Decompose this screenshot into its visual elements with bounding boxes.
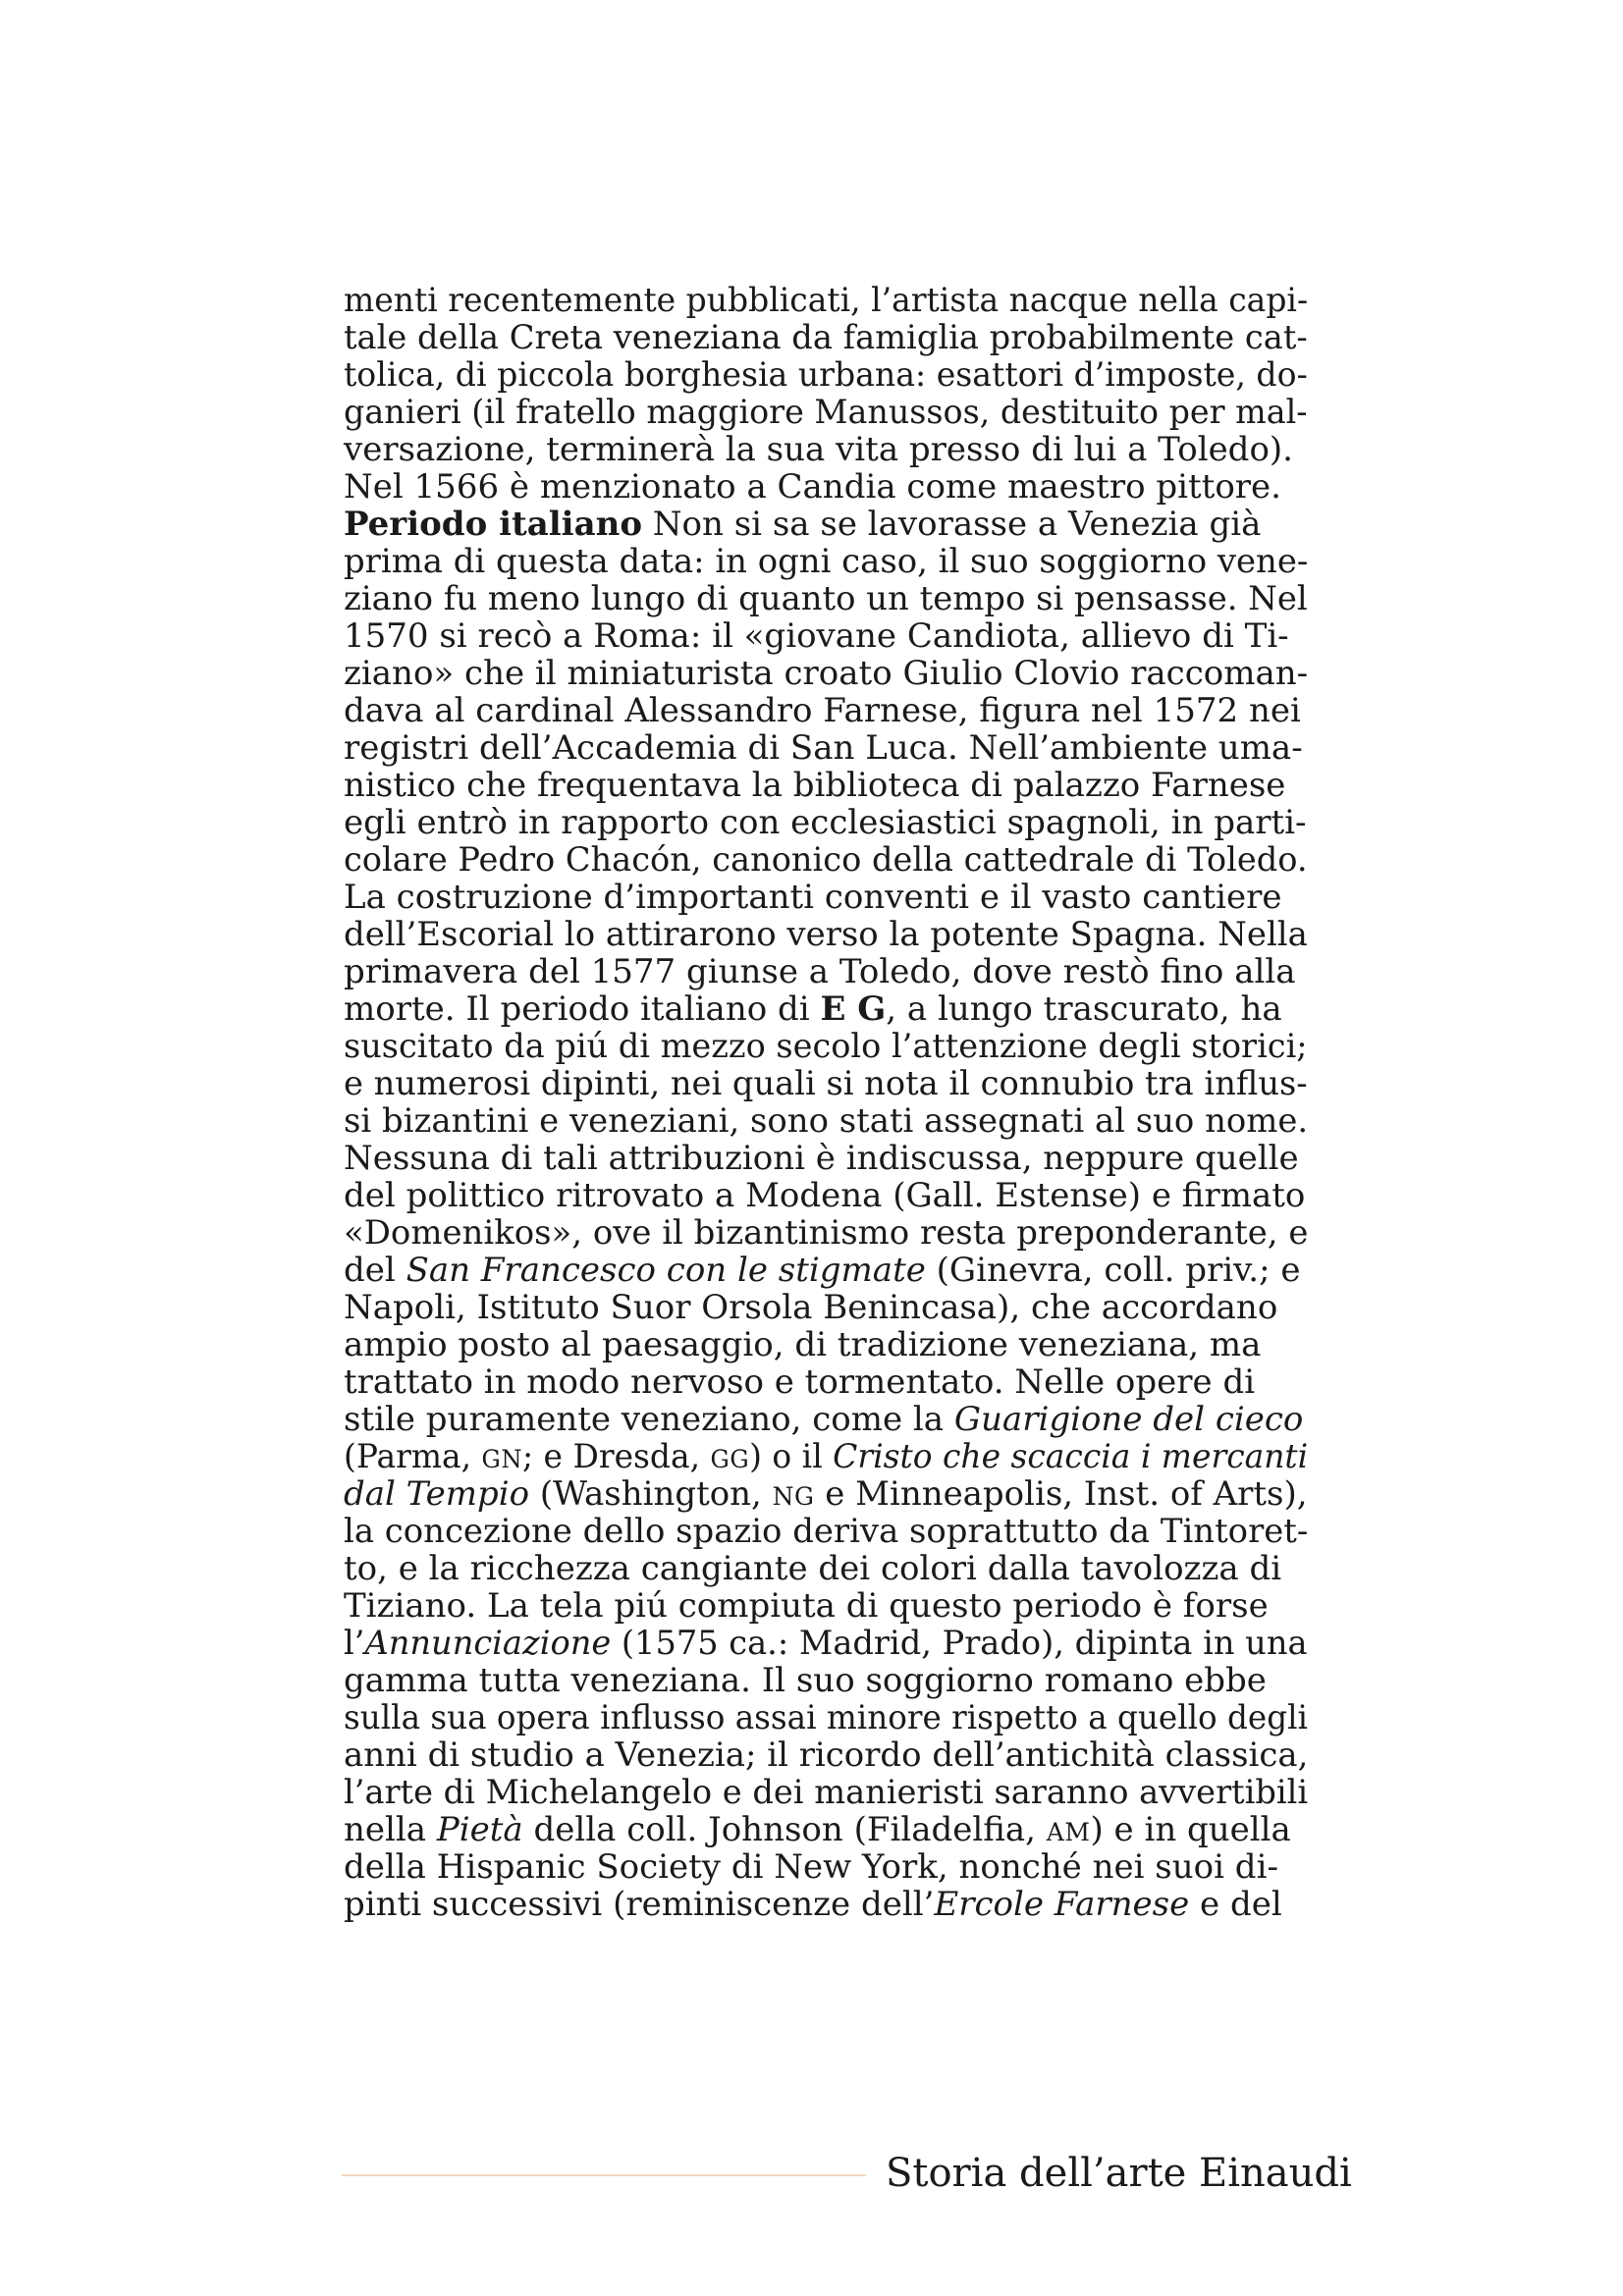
text-line: [344, 1401, 1308, 1438]
bold-text: E G: [820, 989, 887, 1029]
text-line: [344, 281, 1309, 320]
text-line: [344, 355, 1308, 395]
text-line: [344, 1475, 1307, 1513]
text-line: [344, 840, 1308, 880]
text-line: [344, 1773, 1309, 1812]
text-line: [344, 1140, 1308, 1177]
text-segment: del: [344, 1251, 406, 1290]
body-text: [344, 282, 1308, 1923]
text-line: [344, 1252, 1308, 1289]
text-line: [344, 506, 1308, 543]
text-line: [344, 1027, 1308, 1066]
smallcaps-text: NG: [772, 1482, 815, 1511]
text-segment: dell’Escorial lo attirarono verso la potente Spagna. Nella: [344, 915, 1308, 954]
text-line: [344, 1326, 1308, 1363]
text-segment: trattato in modo nervoso e tormentato. Nelle opere di: [344, 1362, 1256, 1402]
text-segment: colare Pedro Chacón, canonico della cattedrale di Toledo.: [344, 840, 1308, 880]
text-segment: ganieri (il fratello maggiore Manussos, destituito per mal-: [344, 393, 1308, 432]
text-line: [344, 767, 1308, 804]
text-segment: della coll. Johnson (Filadelfia,: [522, 1810, 1047, 1849]
text-segment: (Washington,: [529, 1474, 773, 1514]
text-line: [344, 1624, 1308, 1663]
italic-text: Cristo che scaccia i mercanti: [833, 1437, 1309, 1476]
text-segment: sulla sua opera influsso assai minore rispetto a quello degli: [344, 1698, 1308, 1737]
text-segment: 1570 si recò a Roma: il «giovane Candiota, allievo di Ti-: [344, 616, 1289, 656]
text-segment: ziano fu meno lungo di quanto un tempo si pensasse. Nel: [344, 579, 1308, 618]
italic-text: San Francesco con le stigmate: [406, 1251, 926, 1290]
text-segment: e del: [1189, 1885, 1282, 1924]
smallcaps-text: GN: [481, 1445, 523, 1473]
text-line: [344, 1437, 1309, 1476]
text-segment: e numerosi dipinti, nei quali si nota il connubio tra influs-: [344, 1064, 1308, 1103]
text-line: [344, 1289, 1308, 1326]
text-segment: nistico che frequentava la biblioteca di palazzo Farnese: [344, 766, 1286, 805]
text-line: [344, 1550, 1308, 1587]
italic-text: dal Tempio: [344, 1474, 530, 1514]
text-segment: registri dell’Accademia di San Luca. Nell’ambiente uma-: [344, 728, 1303, 768]
text-line: [344, 729, 1308, 767]
text-segment: gamma tutta veneziana. Il suo soggiorno romano ebbe: [344, 1661, 1267, 1700]
text-line: [344, 1848, 1308, 1886]
text-line: [344, 579, 1308, 618]
text-line: [344, 1512, 1309, 1551]
text-segment: stile puramente veneziano, come la: [344, 1400, 954, 1439]
text-line: [344, 692, 1308, 729]
text-segment: egli entrò in rapporto con ecclesiastici spagnoli, in parti-: [344, 803, 1307, 842]
text-line: [344, 468, 1308, 506]
text-segment: Non si sa se lavorasse a Venezia già: [642, 505, 1262, 544]
text-segment: , a lungo trascurato, ha: [886, 989, 1282, 1029]
text-line: [344, 655, 1308, 692]
text-segment: pinti successivi (reminiscenze dell’: [344, 1885, 935, 1924]
text-line: [344, 617, 1308, 655]
text-segment: morte. Il periodo italiano di: [344, 989, 821, 1029]
text-line: [344, 1811, 1308, 1848]
text-line: [344, 1587, 1308, 1625]
text-segment: Nessuna di tali attribuzioni è indiscussa, neppure quelle: [344, 1139, 1299, 1178]
text-segment: primavera del 1577 giunse a Toledo, dove restò fino alla: [344, 952, 1296, 991]
text-segment: (Ginevra, coll. priv.; e: [925, 1251, 1301, 1290]
text-segment: tale della Creta veneziana da famiglia probabilmente cat-: [344, 318, 1308, 357]
text-line: [344, 393, 1308, 432]
text-line: [344, 916, 1306, 953]
text-segment: ; e Dresda,: [522, 1437, 711, 1476]
text-segment: dava al cardinal Alessandro Farnese, figura nel 1572 nei: [344, 691, 1301, 730]
text-segment: si bizantini e veneziani, sono stati assegnati al suo nome.: [344, 1101, 1309, 1141]
text-segment: e Minneapolis, Inst. of Arts),: [814, 1474, 1308, 1514]
bold-text: Periodo italiano: [344, 505, 642, 544]
text-line: [344, 879, 1308, 916]
text-line: [344, 1698, 1308, 1737]
text-segment: la concezione dello spazio deriva soprattutto da Tintoret-: [344, 1512, 1309, 1551]
italic-text: Annunciazione: [364, 1624, 612, 1663]
text-segment: tolica, di piccola borghesia urbana: esattori d’imposte, do-: [344, 355, 1308, 395]
text-line: [344, 953, 1308, 990]
text-segment: ) o il: [749, 1437, 834, 1476]
text-segment: anni di studio a Venezia; il ricordo dell’antichità classica,: [344, 1735, 1309, 1775]
text-line: [344, 431, 1308, 468]
text-line: [344, 1177, 1308, 1214]
text-line: [344, 318, 1308, 357]
text-line: [344, 542, 1309, 581]
text-segment: Napoli, Istituto Suor Orsola Benincasa), che accordano: [344, 1288, 1278, 1327]
footer-title: Storia dell’arte Einaudi: [886, 2151, 1352, 2196]
text-segment: del polittico ritrovato a Modena (Gall. Estense) e firmato: [344, 1176, 1306, 1215]
text-line: [344, 1886, 1308, 1923]
footer-rule: [342, 2174, 866, 2176]
smallcaps-text: GG: [710, 1445, 750, 1473]
text-segment: della Hispanic Society di New York, nonché nei suoi di-: [344, 1847, 1278, 1887]
text-segment: Tiziano. La tela piú compiuta di questo periodo è forse: [344, 1586, 1269, 1626]
italic-text: Ercole Farnese: [934, 1885, 1190, 1924]
text-segment: (Parma,: [344, 1437, 482, 1476]
text-line: [344, 804, 1308, 841]
text-segment: ziano» che il miniaturista croato Giulio Clovio raccoman-: [344, 654, 1309, 693]
text-segment: prima di questa data: in ogni caso, il suo soggiorno vene-: [344, 542, 1309, 581]
text-segment: ampio posto al paesaggio, di tradizione veneziana, ma: [344, 1325, 1262, 1364]
text-segment: menti recentemente pubblicati, l’artista nacque nella capi-: [344, 281, 1309, 320]
text-line: [344, 1101, 1309, 1141]
text-segment: versazione, terminerà la sua vita presso di lui a Toledo).: [344, 430, 1293, 469]
text-line: [344, 1735, 1309, 1775]
text-line: [344, 1662, 1308, 1699]
text-segment: ) e in quella: [1090, 1810, 1291, 1849]
text-segment: l’: [344, 1624, 365, 1663]
text-segment: Nel 1566 è menzionato a Candia come maestro pittore.: [344, 467, 1281, 507]
text-line: [344, 1363, 1308, 1401]
text-segment: nella: [344, 1810, 437, 1849]
italic-text: Guarigione del cieco: [953, 1400, 1304, 1439]
text-segment: l’arte di Michelangelo e dei manieristi saranno avvertibili: [344, 1773, 1309, 1812]
italic-text: Pietà: [436, 1810, 523, 1849]
text-line: [344, 1064, 1308, 1103]
text-segment: suscitato da piú di mezzo secolo l’attenzione degli storici;: [344, 1027, 1308, 1066]
text-line: [344, 1213, 1309, 1253]
text-segment: to, e la ricchezza cangiante dei colori dalla tavolozza di: [344, 1549, 1282, 1588]
text-segment: La costruzione d’importanti conventi e il vasto cantiere: [344, 878, 1282, 917]
text-segment: «Domenikos», ove il bizantinismo resta preponderante, e: [344, 1213, 1309, 1253]
smallcaps-text: AM: [1046, 1818, 1091, 1846]
text-segment: (1575 ca.: Madrid, Prado), dipinta in una: [611, 1624, 1308, 1663]
text-line: [344, 990, 1308, 1028]
